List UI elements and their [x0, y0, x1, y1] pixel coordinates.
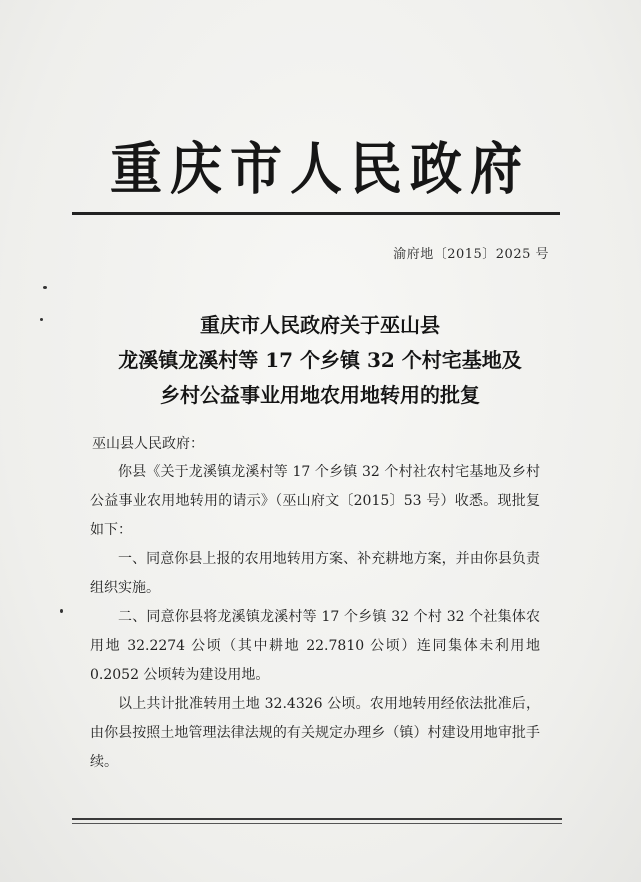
addressee: 巫山县人民政府：: [92, 436, 204, 452]
document-body: [90, 458, 540, 777]
scan-speck: [40, 318, 43, 321]
footer-rule-thin: [72, 823, 562, 824]
paragraph-item-1: 一、同意你县上报的农用地转用方案、补充耕地方案，并由你县负责组织实施。: [90, 551, 540, 596]
document-number: 渝府地〔2015〕2025 号: [393, 247, 549, 262]
footer-rule-thick: [72, 818, 562, 820]
scan-speck: [43, 286, 47, 289]
document-title: [100, 308, 540, 413]
title-line-1: 重庆市人民政府关于巫山县: [200, 313, 440, 337]
paragraph-summary: 以上共计批准转用土地 32.4326 公顷。农用地转用经依法批准后，由你县按照土地管理法律法规的有关规定办理乡（镇）村建设用地审批手续。: [90, 696, 540, 770]
scan-speck: [60, 609, 63, 613]
masthead-title: 重庆市人民政府: [109, 136, 530, 203]
paragraph-request: 你县《关于龙溪镇龙溪村等 17 个乡镇 32 个村社农村宅基地及乡村公益事业农用地转用的请示》（巫山府文〔2015〕53 号）收悉。现批复如下：: [90, 464, 540, 538]
paragraph-item-2: 二、同意你县将龙溪镇龙溪村等 17 个乡镇 32 个村 32 个社集体农用地 32.2274 公顷（其中耕地 22.7810 公顷）连同集体未利用地 0.2052 公顷转为建设用地。: [90, 609, 540, 683]
title-line-2: 龙溪镇龙溪村等 17 个乡镇 32 个村宅基地及: [118, 348, 522, 372]
masthead-red-line: [72, 212, 560, 215]
title-line-3: 乡村公益事业用地农用地转用的批复: [160, 383, 480, 407]
